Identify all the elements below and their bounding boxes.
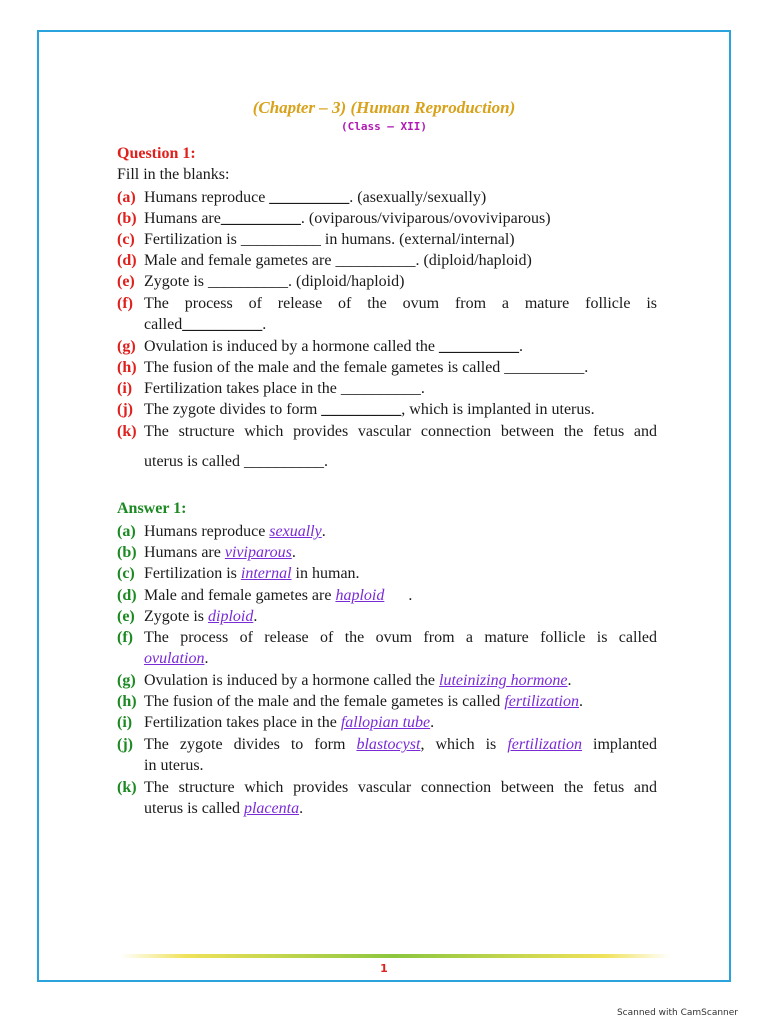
item-text: in uterus. bbox=[144, 757, 204, 774]
answer-word: fertilization bbox=[507, 736, 582, 753]
answer-item-i bbox=[117, 712, 657, 733]
answer-item-e bbox=[117, 606, 657, 627]
item-text: , which is implanted in uterus. bbox=[401, 401, 595, 418]
item-text: Fertilization takes place in the bbox=[144, 714, 341, 731]
answer-item-c bbox=[117, 563, 657, 584]
item-label: (b) bbox=[117, 210, 137, 227]
item-text: Fertilization is bbox=[144, 565, 241, 582]
page-number: 1 bbox=[380, 962, 388, 975]
question-heading: Question 1: bbox=[117, 145, 196, 162]
question-item-b bbox=[117, 208, 657, 229]
fill-blank: __________ bbox=[220, 210, 301, 227]
answer-item-b bbox=[117, 542, 657, 563]
answer-item-g bbox=[117, 670, 657, 691]
item-label: (e) bbox=[117, 273, 135, 290]
item-text: called bbox=[144, 316, 183, 333]
item-text: implanted bbox=[581, 736, 657, 753]
question-item-d bbox=[117, 250, 657, 271]
item-text: . bbox=[519, 338, 524, 355]
item-text: The structure which provides vascular connection between the fetus and bbox=[144, 423, 657, 440]
answer-word: blastocyst bbox=[356, 736, 421, 753]
fill-blank: __________ bbox=[321, 401, 402, 418]
item-label: (h) bbox=[117, 359, 137, 376]
item-text: . bbox=[578, 693, 583, 710]
class-subtitle: (Class – XII) bbox=[340, 120, 428, 133]
answer-item-a bbox=[117, 521, 657, 542]
item-label: (d) bbox=[117, 587, 137, 604]
item-text: Humans are bbox=[144, 210, 221, 227]
item-text: The zygote divides to form bbox=[144, 401, 322, 418]
item-label: (j) bbox=[117, 736, 133, 753]
item-text: uterus is called __________. bbox=[144, 453, 328, 470]
answer-item-k bbox=[117, 777, 657, 819]
item-text: Male and female gametes are bbox=[144, 587, 336, 604]
answer-heading: Answer 1: bbox=[117, 500, 187, 517]
answer-item-j bbox=[117, 734, 657, 776]
item-label: (d) bbox=[117, 252, 137, 269]
answer-word: viviparous bbox=[224, 544, 292, 561]
item-text: . (asexually/sexually) bbox=[349, 189, 487, 206]
question-item-a bbox=[117, 187, 657, 208]
item-text: Humans are bbox=[144, 544, 225, 561]
answer-item-h bbox=[117, 691, 657, 712]
answer-word: luteinizing hormone bbox=[439, 672, 568, 689]
footer-divider bbox=[120, 954, 670, 958]
question-item-i bbox=[117, 378, 657, 399]
item-label: (b) bbox=[117, 544, 137, 561]
chapter-title: (Chapter – 3) (Human Reproduction) bbox=[252, 98, 516, 117]
item-text: Ovulation is induced by a hormone called the bbox=[144, 672, 440, 689]
item-text: The structure which provides vascular connection between the fetus and bbox=[144, 779, 657, 796]
item-text: . bbox=[430, 714, 435, 731]
item-text: The process of release of the ovum from a mature follicle is bbox=[144, 295, 657, 312]
item-label: (i) bbox=[117, 714, 133, 731]
item-text: . bbox=[321, 523, 326, 540]
answer-word: ovulation bbox=[144, 650, 205, 667]
question-intro: Fill in the blanks: bbox=[117, 166, 230, 183]
item-text: Humans reproduce bbox=[144, 189, 270, 206]
item-label: (a) bbox=[117, 189, 136, 206]
item-text: Fertilization takes place in the __________. bbox=[144, 380, 425, 397]
item-label: (h) bbox=[117, 693, 137, 710]
item-text: . bbox=[262, 316, 267, 333]
answer-word: fertilization bbox=[504, 693, 579, 710]
item-text: Fertilization is __________ in humans. (external/internal) bbox=[144, 231, 515, 248]
question-item-c bbox=[117, 229, 657, 250]
item-label: (a) bbox=[117, 523, 136, 540]
fill-blank: __________ bbox=[182, 316, 263, 333]
answer-item-d bbox=[117, 585, 657, 606]
item-label: (k) bbox=[117, 423, 137, 440]
item-text: , which is bbox=[420, 736, 508, 753]
item-text: . bbox=[384, 587, 413, 604]
item-label: (i) bbox=[117, 380, 133, 397]
answer-word: internal bbox=[240, 565, 292, 582]
question-item-f bbox=[117, 293, 657, 335]
item-text: Male and female gametes are __________. (diploid/haploid) bbox=[144, 252, 532, 269]
item-text: in human. bbox=[291, 565, 360, 582]
fill-blank: __________ bbox=[439, 338, 520, 355]
item-text: . bbox=[299, 800, 304, 817]
question-item-k bbox=[117, 421, 657, 472]
item-text: The fusion of the male and the female gametes is called __________. bbox=[144, 359, 589, 376]
item-label: (c) bbox=[117, 231, 135, 248]
answer-item-f bbox=[117, 627, 657, 669]
question-item-e bbox=[117, 271, 657, 292]
item-text: The process of release of the ovum from a mature follicle is called bbox=[144, 629, 657, 646]
item-label: (f) bbox=[117, 295, 133, 312]
question-item-g bbox=[117, 336, 657, 357]
answer-word: fallopian tube bbox=[340, 714, 431, 731]
item-label: (j) bbox=[117, 401, 133, 418]
fill-blank: __________ bbox=[269, 189, 350, 206]
item-label: (e) bbox=[117, 608, 135, 625]
item-label: (k) bbox=[117, 779, 137, 796]
item-label: (g) bbox=[117, 672, 136, 689]
item-label: (g) bbox=[117, 338, 136, 355]
answer-word: sexually bbox=[269, 523, 322, 540]
item-text: . bbox=[204, 650, 209, 667]
scanner-watermark: Scanned with CamScanner bbox=[616, 1008, 738, 1018]
question-item-j bbox=[117, 399, 657, 420]
answer-word: diploid bbox=[208, 608, 254, 625]
item-text: Humans reproduce bbox=[144, 523, 270, 540]
item-text: Zygote is bbox=[144, 608, 208, 625]
item-text: . bbox=[567, 672, 572, 689]
item-text: The fusion of the male and the female gametes is called bbox=[144, 693, 505, 710]
item-label: (c) bbox=[117, 565, 135, 582]
question-item-h bbox=[117, 357, 657, 378]
item-text: The zygote divides to form bbox=[144, 736, 357, 753]
item-text: . bbox=[253, 608, 258, 625]
item-text: uterus is called bbox=[144, 800, 244, 817]
item-text: . (oviparous/viviparous/ovoviviparous) bbox=[300, 210, 551, 227]
item-text: Ovulation is induced by a hormone called the bbox=[144, 338, 440, 355]
item-label: (f) bbox=[117, 629, 133, 646]
answer-word: haploid bbox=[335, 587, 385, 604]
answer-word: placenta bbox=[243, 800, 300, 817]
item-text: . bbox=[291, 544, 296, 561]
item-text: Zygote is __________. (diploid/haploid) bbox=[144, 273, 405, 290]
